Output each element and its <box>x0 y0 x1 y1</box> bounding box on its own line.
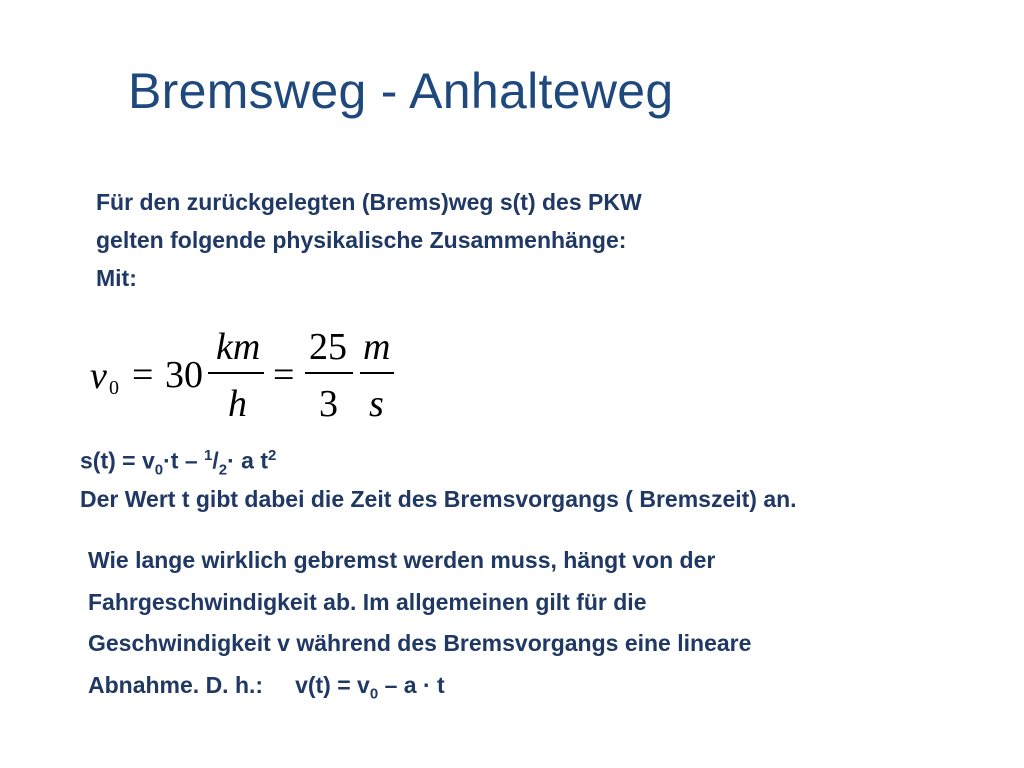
eq-sup-2: 2 <box>267 447 277 464</box>
formula-frac2-bar <box>305 372 353 374</box>
formula-frac1-numerator: km <box>216 326 261 368</box>
intro-line-1: Für den zurückgelegten (Brems)weg s(t) des PKW <box>96 189 642 215</box>
distance-equation <box>80 447 276 478</box>
formula-v-subscript: 0 <box>109 377 119 399</box>
time-note: Der Wert t gibt dabei die Zeit des Bremsvorgangs ( Bremszeit) an. <box>80 486 797 512</box>
paragraph-line-1: Wie lange wirklich gebremst werden muss, hängt von der <box>88 547 716 573</box>
eq-sub-0: 0 <box>154 461 164 479</box>
eq-part-1: s(t) = v <box>80 447 155 474</box>
formula-coefficient: 30 <box>165 354 203 396</box>
formula-equals-2: = <box>273 354 295 396</box>
formula-frac2-numerator: 25 <box>309 326 347 368</box>
paragraph-line-4 <box>88 665 988 715</box>
velocity-equation-sub: 0 <box>369 685 379 703</box>
intro-text <box>96 183 856 297</box>
eq-part-2: ·t – <box>163 447 205 474</box>
paragraph-line-4-text: Abnahme. D. h.: <box>88 671 264 698</box>
formula-equals-1: = <box>132 354 154 396</box>
formula-frac1-bar <box>208 372 264 374</box>
formula-v: v <box>90 355 107 397</box>
velocity-equation-a: v(t) = v <box>295 671 370 698</box>
eq-part-3: · a t <box>227 447 268 474</box>
velocity-equation-b: – a · t <box>378 671 445 698</box>
formula-frac2-denominator: 3 <box>319 383 338 425</box>
formula-frac3-denominator: s <box>369 383 384 425</box>
intro-line-3: Mit: <box>96 265 137 291</box>
paragraph-line-3: Geschwindigkeit v während des Bremsvorgangs eine lineare <box>88 630 752 656</box>
eq-slash: / <box>212 447 219 474</box>
formula-frac3-numerator: m <box>363 326 391 368</box>
explanation-paragraph <box>88 540 988 715</box>
formula-frac1-denominator: h <box>228 383 247 425</box>
formula-frac3-bar <box>360 372 394 374</box>
slide-title: Bremsweg - Anhalteweg <box>128 63 674 119</box>
intro-line-2: gelten folgende physikalische Zusammenhänge: <box>96 227 627 253</box>
velocity-formula <box>90 326 420 425</box>
paragraph-line-2: Fahrgeschwindigkeit ab. Im allgemeinen gilt für die <box>88 588 647 615</box>
eq-sup-1: 1 <box>204 447 213 464</box>
eq-sub-2: 2 <box>218 461 228 479</box>
